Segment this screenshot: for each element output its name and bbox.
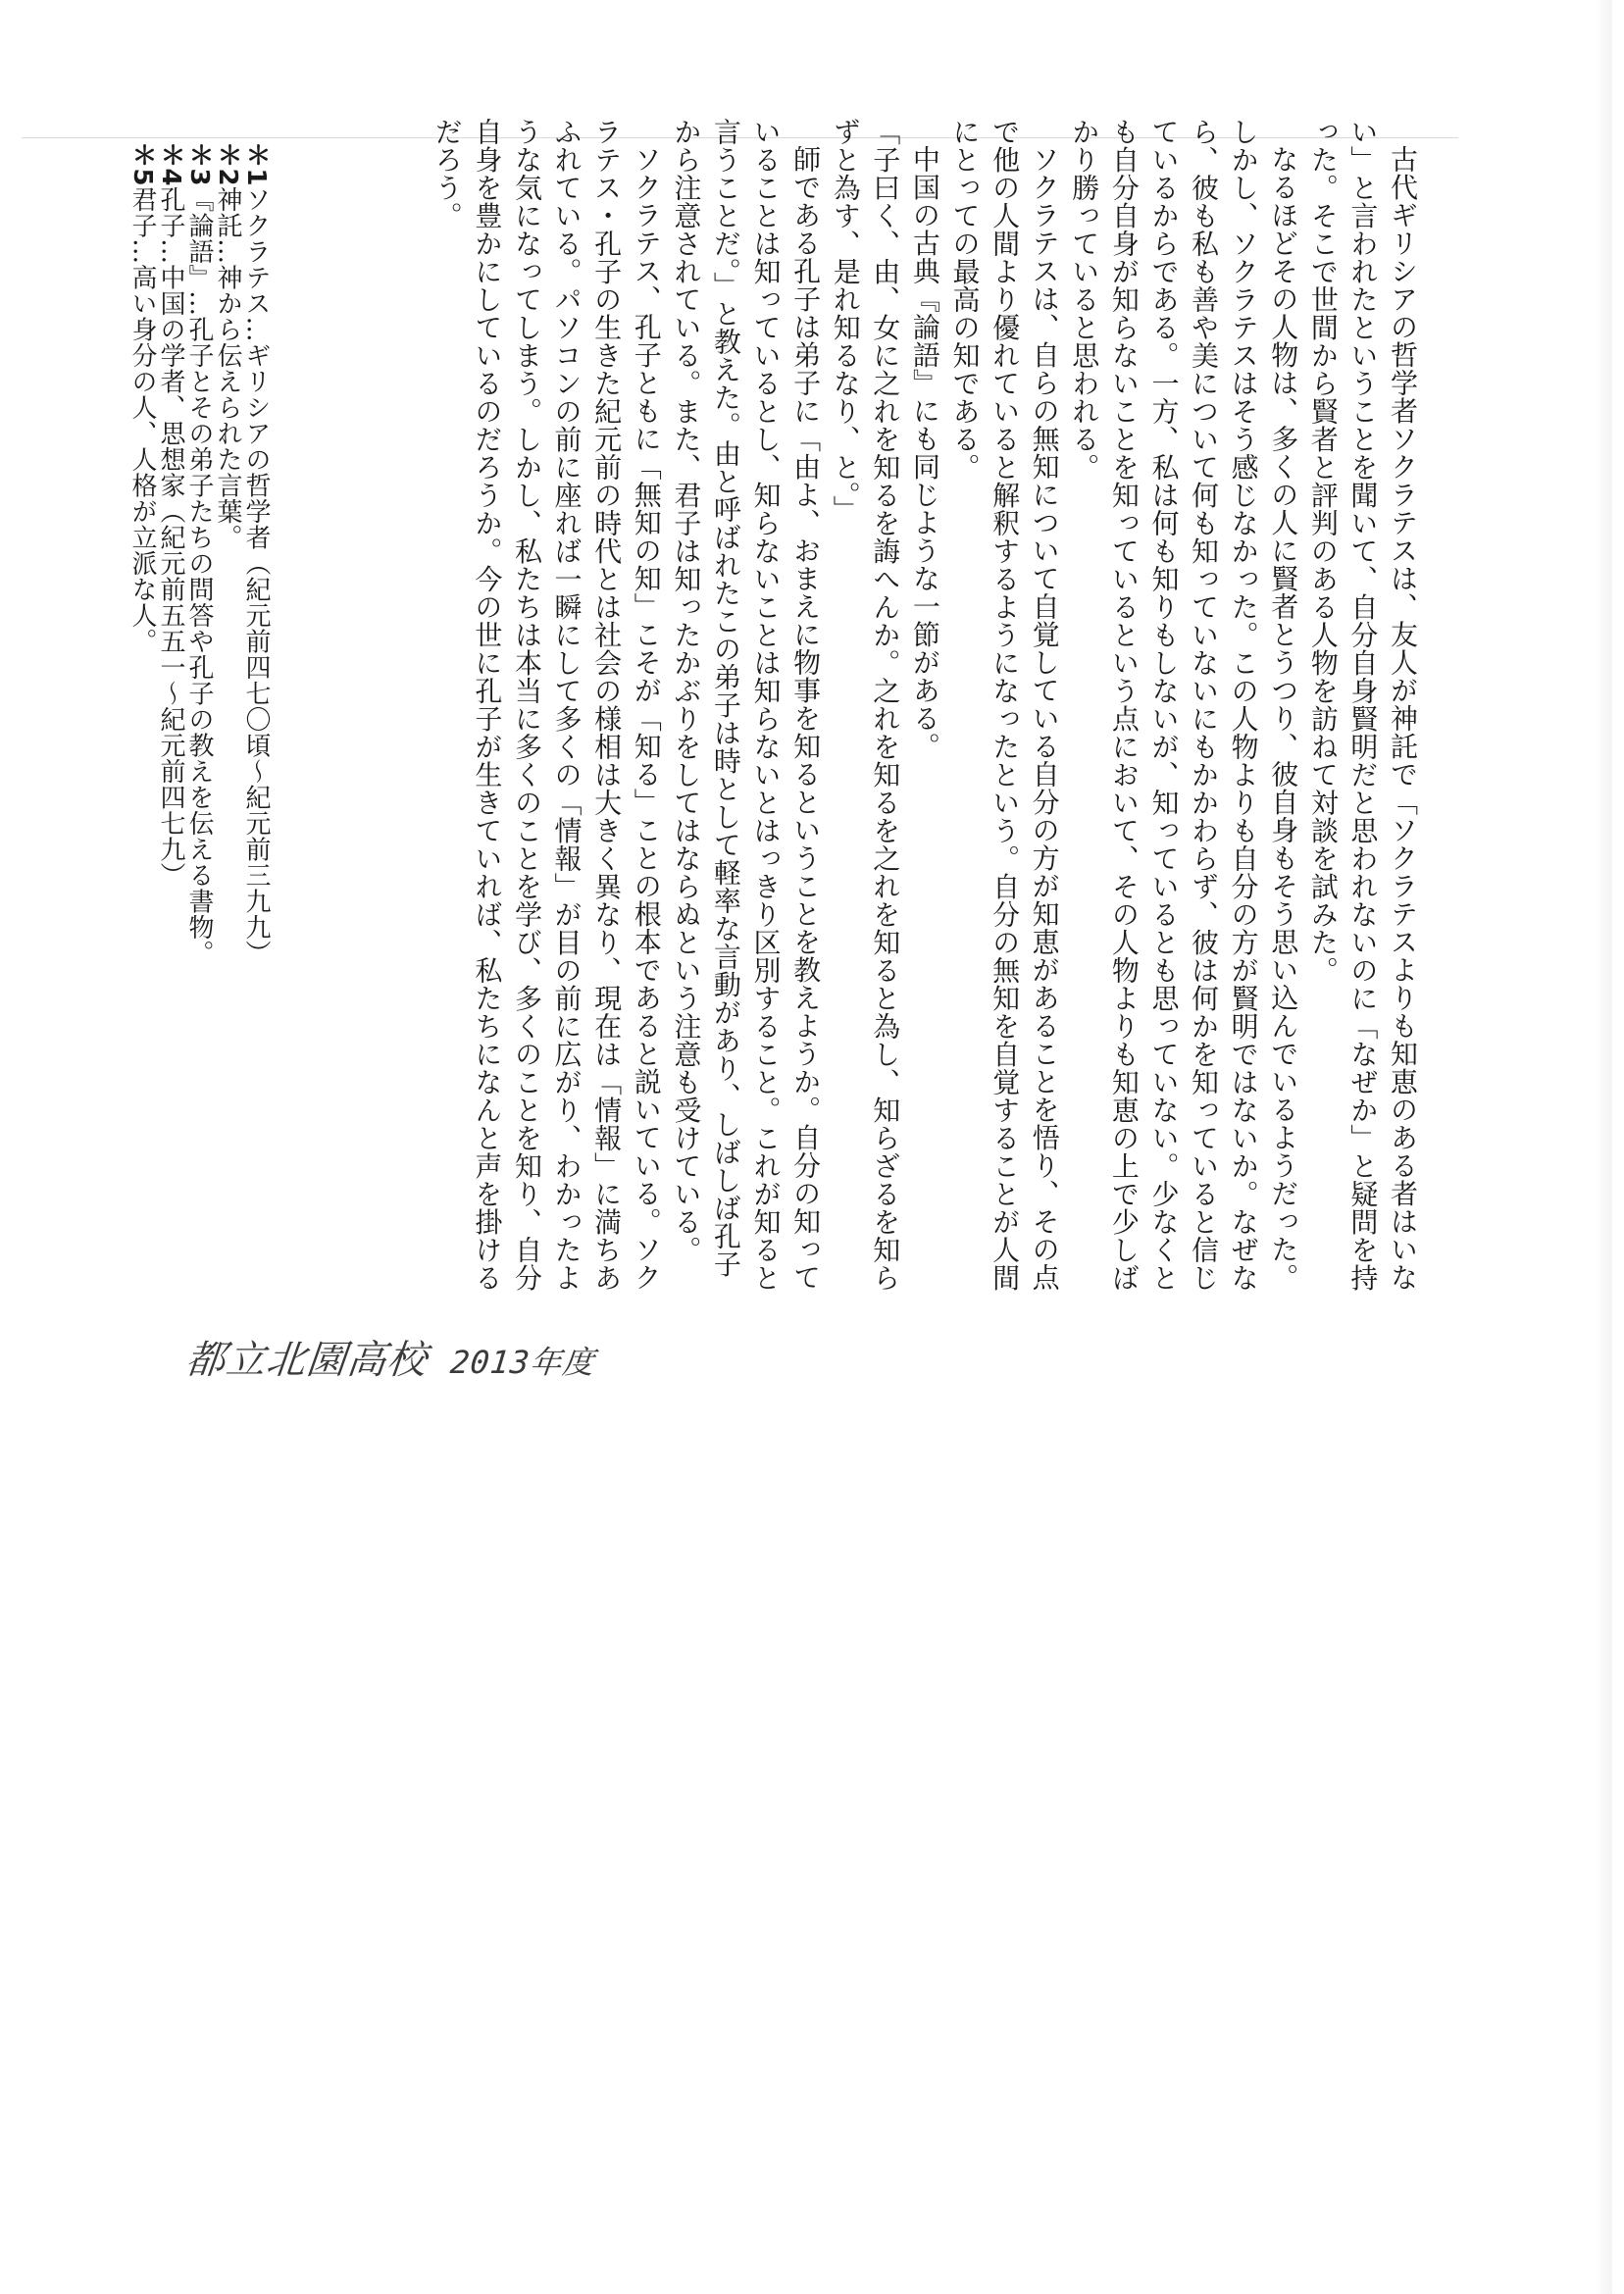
footnote	[241, 142, 270, 1123]
footnote-number: ＊3	[184, 142, 214, 187]
footnote-number: ＊5	[127, 142, 157, 187]
paragraph-4: 中国の古典『論語』にも同じような一節がある。	[908, 145, 941, 760]
footnote-text: 君子…高い身分の人、人格が立派な人。	[127, 186, 157, 655]
footnote-text: 孔子…中国の学者、思想家（紀元前五五一～紀元前四七九）	[156, 186, 185, 889]
handwritten-school: 都立北園高校	[183, 1338, 431, 1383]
paragraph-3: ソクラテスは、自らの無知について自覚している自分の方が知恵があることを悟り、その点で他の人間より優れていると解釈するようになったという。自分の無知を自覚することが人間にとっての最高の知である。	[948, 118, 1061, 1292]
paragraph-7: ソクラテス、孔子ともに「無知の知」こそが「知る」ことの根本であると説いている。ソクラテス・孔子の生きた紀元前の時代とは社会の様相は大きく異なり、現在は「情報」に満ちあふれている。パソコンの前に座れば一瞬にして多くの「情報」が目の前に広がり、わかったような気になってしまう。しかし、私たちは本当に多くのことを学び、多くのことを知り、自分自身を豊かにしているのだろうか。今の世に孔子が生きていれば、私たちになんと声を掛けるだろう。	[431, 118, 663, 1292]
paragraph-6: 師である孔子は弟子に「由よ、おまえに物事を知るということを教えようか。自分の知っていることは知っているとし、知らないことは知らないとはっきり区別すること。これが知ると言うことだ。」と教えた。由と呼ばれたこの弟子は時として軽率な言動があり、しばしば孔子から注意されている。また、君子は知ったかぶりをしてはならぬという注意も受けている。	[670, 118, 823, 1292]
footnote-number: ＊4	[156, 142, 185, 187]
footnote-text: 『論語』…孔子とその弟子たちの問答や孔子の教えを伝える書物。	[184, 186, 214, 967]
footnote	[127, 142, 156, 1123]
essay-body	[427, 118, 1422, 1295]
essay-text-block	[127, 118, 1422, 1295]
paragraph-2: なるほどその人物は、多くの人に賢者とうつり、彼自身もそう思い込んでいるようだった。しかし、ソクラテスはそう感じなかった。この人物よりも自分の方が賢明ではないか。なぜなら、彼も私も善や美について何も知っていないにもかかわらず、彼は何かを知っていると信じているからである。一方、私は何も知りもしないが、知っているとも思っていない。少なくとも自分自身が知らないことを知っているという点において、その人物よりも知恵の上で少しばかり勝っていると思われる。	[1068, 118, 1300, 1292]
footnote	[213, 142, 241, 1123]
paragraph-1: 古代ギリシアの哲学者ソクラテスは、友人が神託で「ソクラテスよりも知恵のある者はいない」と言われたということを聞いて、自分自身賢明だと思われないのに「なぜか」と疑問を持った。そこで世間から賢者と評判のある人物を訪ねて対談を試みた。	[1306, 118, 1419, 1292]
handwritten-year: 2013年度	[448, 1344, 597, 1381]
handwritten-source-note	[183, 1329, 598, 1385]
footnote	[184, 142, 213, 1123]
footnote	[156, 142, 184, 1123]
footnote-text: ソクラテス…ギリシアの哲学者（紀元前四七〇頃～紀元前三九九）	[241, 186, 271, 967]
analects-quote: 「子曰く、由、女に之れを知るを誨へんか。之れを知るを之れを知ると為し、知らざるを知らずと為す、是れ知るなり、と。」	[829, 118, 902, 1292]
scan-edge-shadow	[1595, 0, 1612, 2294]
footnote-number: ＊2	[213, 142, 242, 187]
footnote-number: ＊1	[241, 142, 271, 187]
footnotes	[127, 142, 270, 1123]
footnote-text: 神託…神から伝えられた言葉。	[213, 186, 242, 551]
